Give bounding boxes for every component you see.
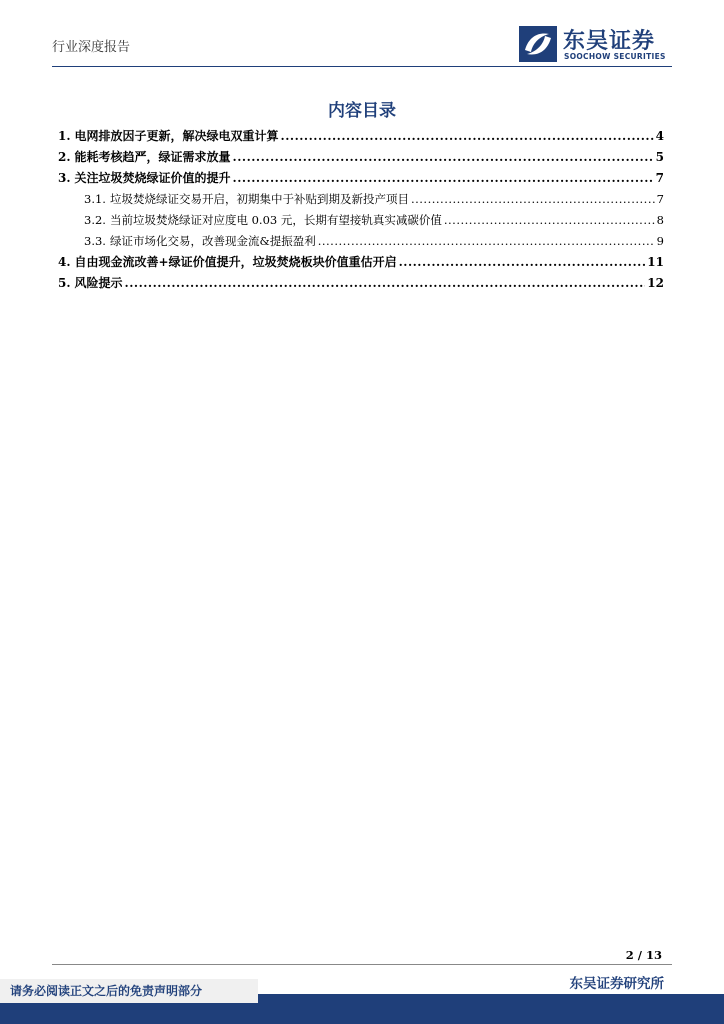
footer-organization: 东吴证券研究所 — [569, 976, 664, 992]
toc-item[interactable] — [58, 273, 664, 294]
toc-subitem[interactable] — [58, 189, 664, 210]
disclaimer-notice: 请务必阅读正文之后的免责声明部分 — [0, 979, 258, 1003]
toc-item-page: 9 — [656, 234, 664, 248]
toc-leader-dots — [399, 252, 646, 273]
footer-divider — [52, 964, 672, 965]
toc-item-title: 风险提示 — [74, 276, 123, 290]
toc-item[interactable] — [58, 168, 664, 189]
toc-item-title: 能耗考核趋严，绿证需求放量 — [74, 150, 231, 164]
toc-item-page: 7 — [655, 171, 664, 185]
toc-item-page: 5 — [655, 150, 664, 164]
toc-item-number: 2. — [58, 150, 71, 164]
toc-item[interactable] — [58, 126, 664, 147]
toc-item-number: 3.1. — [84, 192, 106, 206]
toc-leader-dots — [233, 147, 654, 168]
toc-item[interactable] — [58, 252, 664, 273]
toc-item-page: 11 — [647, 255, 664, 269]
toc-leader-dots — [125, 273, 646, 294]
header-divider — [52, 66, 672, 67]
page-number: 2 / 13 — [625, 948, 662, 962]
logo-text-cn: 东吴证券 — [563, 29, 656, 54]
toc-item-title: 绿证市场化交易，改善现金流&提振盈利 — [109, 234, 316, 248]
toc-item-number: 5. — [58, 276, 71, 290]
toc-item-title: 垃圾焚烧绿证交易开启，初期集中于补贴到期及新投产项目 — [109, 192, 409, 206]
company-logo — [519, 24, 679, 64]
toc-item-page: 8 — [656, 213, 664, 227]
toc-item-title: 自由现金流改善+绿证价值提升，垃圾焚烧板块价值重估开启 — [74, 255, 397, 269]
toc-item-number: 3.2. — [84, 213, 106, 227]
soochow-logo-icon — [519, 26, 557, 62]
toc-item-page: 4 — [655, 129, 664, 143]
toc-item-title: 电网排放因子更新，解决绿电双重计算 — [74, 129, 279, 143]
toc-leader-dots — [318, 231, 655, 252]
logo-text-en: SOOCHOW SECURITIES — [564, 52, 666, 61]
toc-item-number: 3.3. — [84, 234, 106, 248]
toc-item-number: 4. — [58, 255, 71, 269]
toc-leader-dots — [444, 210, 655, 231]
toc-item[interactable] — [58, 147, 664, 168]
toc-item-page: 12 — [647, 276, 664, 290]
toc-item-number: 1. — [58, 129, 71, 143]
toc-subitem[interactable] — [58, 231, 664, 252]
toc-leader-dots — [281, 126, 654, 147]
toc-item-title: 关注垃圾焚烧绿证价值的提升 — [74, 171, 231, 185]
toc-leader-dots — [411, 189, 655, 210]
toc-subitem[interactable] — [58, 210, 664, 231]
toc-leader-dots — [233, 168, 654, 189]
toc-item-number: 3. — [58, 171, 71, 185]
report-type-label: 行业深度报告 — [52, 40, 131, 55]
table-of-contents — [58, 126, 664, 294]
toc-item-page: 7 — [656, 192, 664, 206]
toc-title: 内容目录 — [328, 101, 396, 121]
toc-item-title: 当前垃圾焚烧绿证对应度电 0.03 元，长期有望接轨真实减碳价值 — [109, 213, 442, 227]
